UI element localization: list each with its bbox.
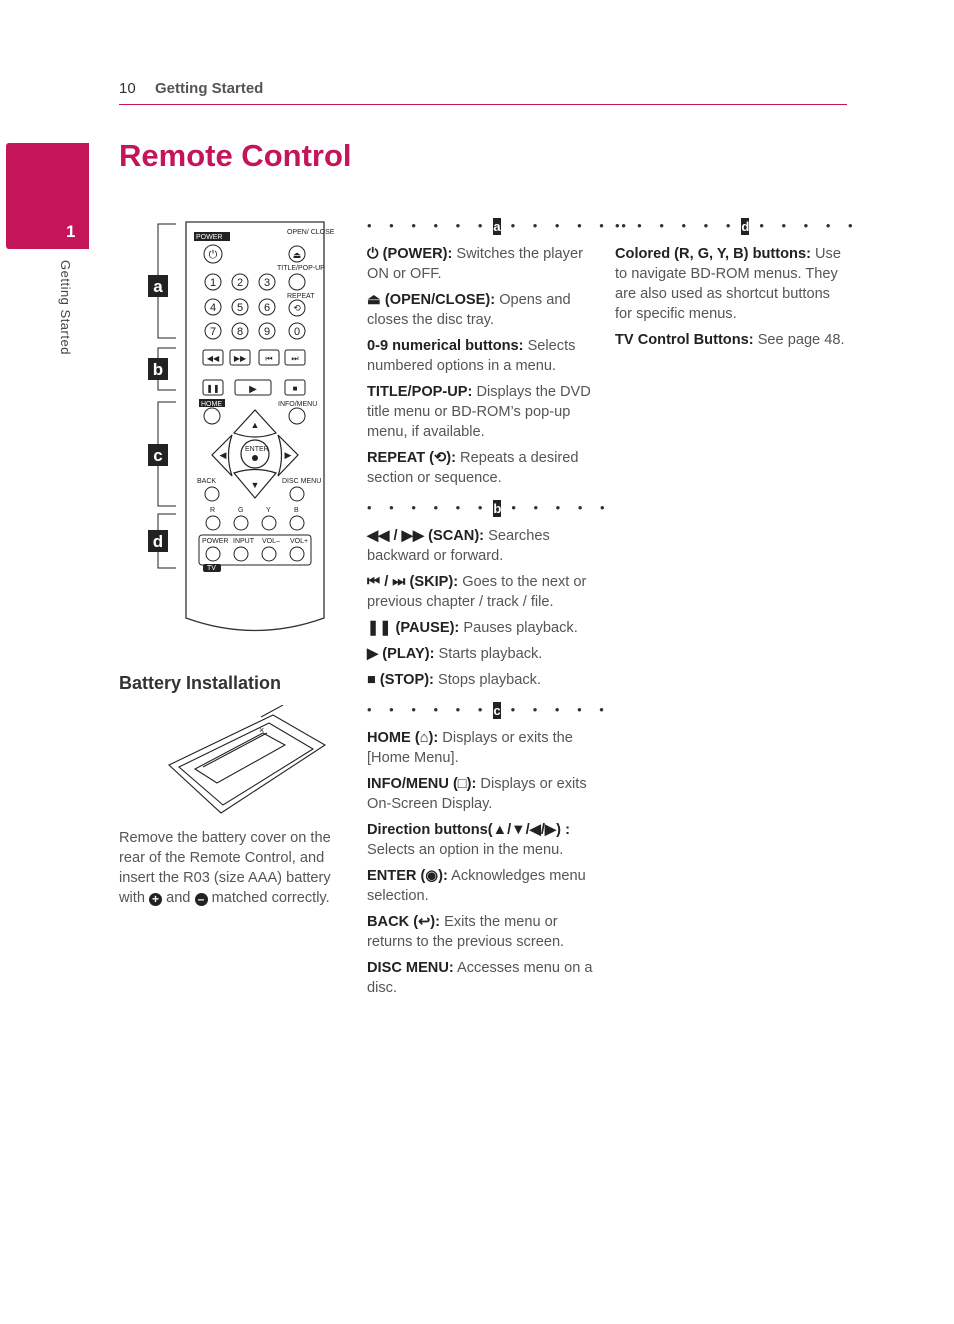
item-text: Exits the menu or returns to the previous screen. — [367, 914, 565, 950]
item-label: BACK (↩): — [367, 914, 441, 930]
section-b-list — [367, 526, 599, 690]
description-item — [367, 526, 599, 566]
description-item — [367, 618, 599, 638]
item-label: ❚❚ (PAUSE): — [367, 620, 460, 636]
power-icon: ⏻ — [208, 249, 218, 261]
vol-plus-button — [290, 547, 304, 561]
item-text: Opens and closes the disc tray. — [367, 292, 571, 328]
item-label: (OPEN/CLOSE): — [384, 292, 496, 308]
info-menu-label: INFO/MENU — [278, 401, 318, 408]
back-label: BACK — [197, 478, 217, 485]
b-label: B — [294, 507, 299, 514]
rewind-icon: ◀◀ — [206, 354, 220, 363]
description-item — [615, 244, 847, 324]
item-label: DISC MENU: — [367, 960, 454, 976]
badge-d-label: d — [152, 532, 164, 551]
description-item — [367, 644, 599, 664]
enter-dot — [252, 455, 258, 461]
forward-icon: ▶▶ — [233, 354, 247, 363]
chapter-number: 1 — [66, 222, 76, 241]
item-label: INFO/MENU (□): — [367, 776, 477, 792]
description-column-2 — [615, 216, 860, 356]
description-item — [367, 912, 599, 952]
g-label: G — [238, 507, 244, 514]
section-c-badge: c — [493, 702, 501, 718]
item-label: TV Control Buttons: — [615, 332, 754, 348]
section-d-badge: d — [741, 218, 750, 234]
title-popup-label: TITLE/POP-UP — [277, 265, 325, 272]
digit-label: 7 — [209, 326, 217, 338]
red-button — [206, 516, 220, 530]
title-popup-button — [289, 274, 305, 290]
item-label: Direction buttons(▲/▼/◀/▶) : — [367, 822, 570, 838]
digit-label: 3 — [263, 277, 271, 289]
item-text: Starts playback. — [438, 646, 543, 662]
battery-x-mark: × — [259, 725, 265, 735]
battery-illustration — [165, 705, 330, 817]
home-label: HOME — [201, 401, 222, 408]
item-label: REPEAT (⟲): — [367, 450, 456, 466]
badge-c-label: c — [153, 446, 163, 465]
item-label: 0-9 numerical buttons: — [367, 338, 524, 354]
enter-label: ENTER — [245, 446, 269, 453]
minus-icon: – — [195, 893, 208, 906]
chapter-label: Getting Started — [58, 260, 73, 355]
item-text: Selects numbered options in a menu. — [367, 338, 576, 374]
description-item — [367, 866, 599, 906]
description-item — [615, 330, 847, 350]
input-label: INPUT — [233, 538, 254, 545]
item-text: Displays the DVD title menu or BD-ROM’s pop-up menu, if available. — [367, 384, 591, 440]
description-item — [367, 670, 599, 690]
digit-label: 2 — [236, 277, 244, 289]
disc-menu-button — [290, 487, 304, 501]
item-label: ENTER (◉): — [367, 868, 448, 884]
tv-power-button — [206, 547, 220, 561]
digit-label: 5 — [236, 302, 244, 314]
description-item — [367, 336, 599, 376]
page-title: Remote Control — [119, 138, 352, 173]
battery-and: and — [166, 890, 191, 906]
green-button — [234, 516, 248, 530]
section-d-separator: • • • • • • d • • • • • — [615, 218, 860, 234]
y-label: Y — [266, 507, 271, 514]
open-close-label: OPEN/ CLOSE — [287, 229, 335, 236]
power-label: POWER — [196, 234, 223, 241]
prev-icon: ⏮ — [265, 354, 273, 363]
item-label: HOME (⌂): — [367, 730, 439, 746]
section-d-list — [615, 244, 847, 350]
item-text: See page 48. — [757, 332, 845, 348]
item-text: Goes to the next or previous chapter / track / file. — [367, 574, 587, 610]
item-icon: ⏻ — [367, 246, 379, 262]
item-text: Displays or exits the [Home Menu]. — [367, 730, 573, 766]
left-icon: ◀ — [219, 450, 227, 460]
item-text: Selects an option in the menu. — [367, 842, 564, 858]
play-icon: ▶ — [249, 384, 257, 395]
vol-minus-button — [262, 547, 276, 561]
vol-minus-label: VOL– — [262, 538, 280, 545]
item-label: Colored (R, G, Y, B) buttons: — [615, 246, 811, 262]
tv-label: TV — [207, 565, 216, 572]
repeat-icon: ⟲ — [293, 303, 301, 313]
item-text: Use to navigate BD-ROM menus. They are also used as shortcut buttons for specific menus. — [615, 246, 841, 322]
item-label: (POWER): — [382, 246, 453, 262]
description-item — [367, 774, 599, 814]
home-button — [204, 408, 220, 424]
stop-icon: ■ — [292, 384, 298, 393]
section-a-separator: • • • • • • a • • • • • • — [367, 218, 633, 234]
pause-icon: ❚❚ — [206, 384, 220, 393]
description-item — [367, 572, 599, 612]
item-label: ◀◀ / ▶▶ (SCAN): — [367, 528, 485, 544]
item-text: Searches backward or forward. — [367, 528, 550, 564]
item-icon: ⏏ — [367, 292, 381, 308]
tv-power-label: POWER — [202, 538, 229, 545]
section-b-separator: • • • • • • b • • • • • — [367, 500, 612, 516]
disc-menu-label: DISC MENU — [282, 478, 322, 485]
item-text: Accesses menu on a disc. — [367, 960, 593, 996]
enter-button — [241, 440, 269, 468]
badge-b-label: b — [152, 360, 164, 379]
battery-text-1: Remove the battery cover on the rear of the Remote Control, and insert the R03 (size AAA) battery with — [119, 830, 331, 906]
item-text: Acknowledges menu selection. — [367, 868, 586, 904]
down-icon: ▼ — [250, 480, 260, 490]
section-a-badge: a — [493, 218, 501, 234]
description-item — [367, 728, 599, 768]
page-number: 10 — [119, 80, 136, 97]
item-text: Pauses playback. — [463, 620, 578, 636]
description-column-1 — [367, 216, 633, 1004]
section-c-separator: • • • • • • c • • • • • — [367, 702, 611, 718]
remote-control-illustration — [140, 218, 340, 638]
section-title: Getting Started — [155, 80, 264, 97]
up-icon: ▲ — [250, 420, 260, 430]
input-button — [234, 547, 248, 561]
description-item — [367, 290, 599, 330]
badge-a-label: a — [153, 277, 163, 296]
battery-title: Battery Installation — [119, 673, 282, 693]
info-menu-button — [289, 408, 305, 424]
r-label: R — [210, 507, 216, 514]
digit-label: 9 — [263, 326, 271, 338]
back-button — [205, 487, 219, 501]
description-item — [367, 382, 599, 442]
item-text: Repeats a desired section or sequence. — [367, 450, 579, 486]
battery-text-2: matched correctly. — [211, 890, 330, 906]
item-text: Switches the player ON or OFF. — [367, 246, 583, 282]
blue-button — [290, 516, 304, 530]
section-b-badge: b — [493, 500, 502, 516]
item-text: Stops playback. — [437, 672, 542, 688]
item-label: ⏮ / ⏭ (SKIP): — [367, 574, 459, 590]
right-icon: ▶ — [284, 450, 292, 460]
section-a-list — [367, 244, 599, 488]
digit-label: 4 — [209, 302, 217, 314]
item-label: ■ (STOP): — [367, 672, 434, 688]
section-c-list — [367, 728, 599, 998]
description-item — [367, 958, 599, 998]
header-divider — [119, 104, 847, 105]
item-text: Displays or exits On-Screen Display. — [367, 776, 587, 812]
eject-icon: ⏏ — [292, 250, 302, 260]
yellow-button — [262, 516, 276, 530]
chapter-tab — [6, 143, 89, 249]
description-item — [367, 820, 599, 860]
digit-label: 8 — [236, 326, 244, 338]
digit-label: 1 — [209, 277, 217, 289]
repeat-label: REPEAT — [287, 293, 315, 300]
digit-label: 6 — [263, 302, 271, 314]
description-item — [367, 244, 599, 284]
item-label: TITLE/POP-UP: — [367, 384, 473, 400]
plus-icon: + — [149, 893, 162, 906]
vol-plus-label: VOL+ — [290, 538, 309, 545]
item-label: ▶ (PLAY): — [367, 646, 435, 662]
description-item — [367, 448, 599, 488]
next-icon: ⏭ — [291, 354, 299, 363]
digit-label: 0 — [293, 326, 301, 338]
battery-text — [119, 828, 357, 908]
